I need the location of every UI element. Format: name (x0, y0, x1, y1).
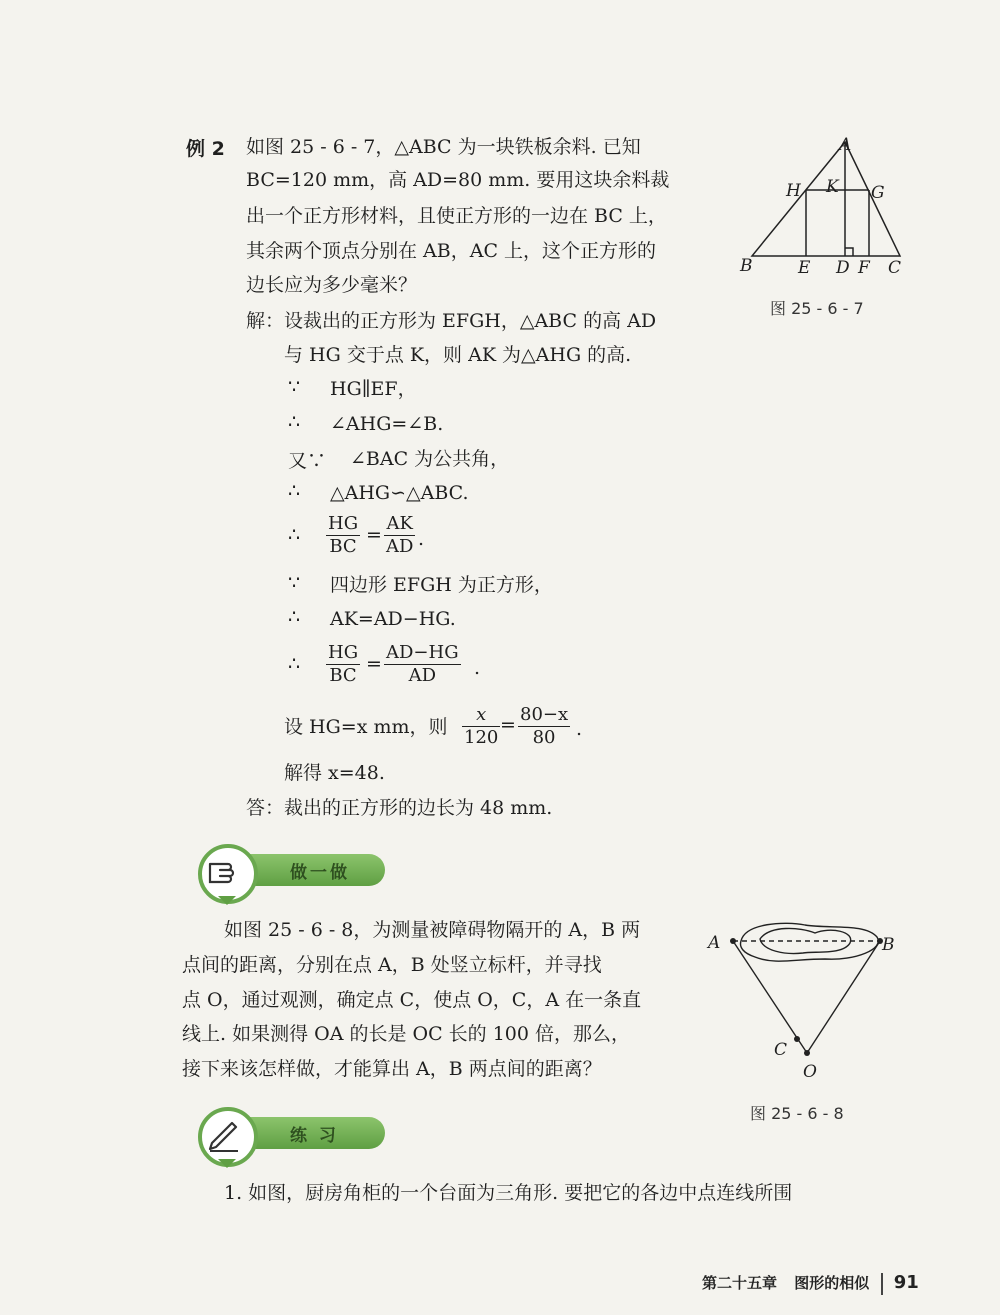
label-o-2: O (803, 1062, 817, 1082)
therefore-symbol: ∴ (288, 480, 301, 502)
footer-divider (881, 1273, 883, 1295)
example-line-5: 边长应为多少毫米？ (246, 274, 418, 296)
therefore-symbol: ∴ (288, 524, 301, 546)
fraction-numerator: HG (328, 513, 359, 534)
fraction-denominator: BC (329, 536, 357, 557)
label-e: E (798, 258, 811, 278)
fraction-numerator: HG (328, 642, 359, 663)
chapter-title: 图形的相似 (794, 1274, 870, 1292)
example-line-1: 如图 25 - 6 - 7，△ABC 为一块铁板余料. 已知 (246, 136, 641, 158)
fraction-denominator: AD (408, 665, 437, 686)
activity-header (180, 850, 385, 890)
step-2: ∠AHG=∠B. (330, 413, 444, 435)
step-1: HG∥EF， (330, 378, 417, 400)
step-4: △AHG∽△ABC. (330, 482, 469, 504)
hand-icon (198, 844, 258, 904)
fraction-numerator: AK (384, 513, 415, 536)
example-label: 例 2 (186, 138, 225, 160)
period: . (576, 718, 583, 740)
set-line-prefix: 设 HG=x mm，则 (284, 716, 448, 738)
exercise-tip (218, 1159, 236, 1168)
example-line-2: BC=120 mm，高 AD=80 mm. 要用这块余料裁 (246, 169, 670, 191)
exercise-title: 练 习 (290, 1126, 339, 1146)
label-b: B (740, 256, 753, 276)
equals-sign: = (366, 653, 382, 675)
fraction-ak-ad (384, 513, 415, 558)
solution-line-1: 解：设裁出的正方形为 EFGH，△ABC 的高 AD (246, 310, 657, 332)
therefore-symbol: ∴ (288, 606, 301, 628)
fraction-hg-bc-2 (326, 642, 360, 687)
step-6: AK=AD−HG. (330, 608, 456, 630)
label-d: D (836, 258, 850, 278)
fraction-denominator: AD (386, 536, 414, 557)
figure-caption-2: 图 25 - 6 - 8 (750, 1104, 844, 1123)
fraction-denominator: BC (329, 665, 357, 686)
because-symbol: ∵ (288, 376, 301, 398)
equals-sign: = (366, 524, 382, 546)
exercise-header (180, 1113, 385, 1153)
pencil-icon (198, 1107, 258, 1167)
therefore-symbol: ∴ (288, 411, 301, 433)
obstacle-figure (715, 915, 895, 1065)
example-line-4: 其余两个顶点分别在 AB，AC 上，这个正方形的 (246, 240, 657, 262)
activity-line-5: 接下来该怎样做，才能算出 A，B 两点间的距离？ (182, 1058, 602, 1080)
activity-line-4: 线上. 如果测得 OA 的长是 OC 长的 100 倍，那么， (182, 1023, 630, 1045)
fraction-numerator: 80−x (520, 704, 569, 725)
activity-line-3: 点 O，通过观测，确定点 C，使点 O，C，A 在一条直 (182, 989, 642, 1011)
because-symbol: ∵ (288, 572, 301, 594)
label-c: C (888, 258, 902, 278)
fraction-denominator: 120 (464, 727, 499, 748)
fraction-denominator: 80 (532, 727, 556, 748)
equals-sign: = (500, 714, 516, 736)
therefore-symbol: ∴ (288, 653, 301, 675)
chapter-label: 第二十五章 (702, 1274, 778, 1292)
result-line: 解得 x=48. (284, 762, 385, 784)
exercise-line-1: 1. 如图，厨房角柜的一个台面为三角形. 要把它的各边中点连线所围 (224, 1182, 793, 1204)
answer-line: 答：裁出的正方形的边长为 48 mm. (246, 797, 553, 819)
period: . (474, 657, 481, 679)
label-c-2: C (774, 1040, 788, 1060)
label-k: K (826, 177, 839, 197)
fraction-hg-bc (326, 513, 360, 558)
fraction-numerator: AD−HG (386, 642, 459, 663)
label-f: F (858, 258, 870, 278)
label-h: H (786, 181, 801, 201)
step-5: 四边形 EFGH 为正方形， (330, 574, 553, 596)
fraction-ad-hg-ad (384, 642, 461, 687)
page-footer (702, 1272, 919, 1295)
label-a-2: A (708, 933, 721, 953)
fraction-x-120 (462, 704, 500, 749)
activity-line-2: 点间的距离，分别在点 A，B 处竖立标杆，并寻找 (182, 954, 602, 976)
activity-line-1: 如图 25 - 6 - 8，为测量被障碍物隔开的 A，B 两 (224, 919, 641, 941)
label-a: A (839, 135, 852, 155)
also-because-symbol: 又∵ (288, 450, 327, 472)
activity-tip (218, 896, 236, 905)
period: . (418, 528, 425, 550)
figure-caption-1: 图 25 - 6 - 7 (770, 299, 864, 318)
page-number: 91 (893, 1272, 919, 1293)
step-3: ∠BAC 为公共角， (350, 448, 510, 470)
label-b-2: B (882, 935, 895, 955)
label-g: G (871, 183, 885, 203)
fraction-80-x-80 (518, 704, 570, 749)
activity-title: 做一做 (290, 863, 350, 883)
fraction-numerator: x (462, 704, 500, 727)
solution-line-2: 与 HG 交于点 K，则 AK 为△AHG 的高. (284, 344, 632, 366)
example-line-3: 出一个正方形材料，且使正方形的一边在 BC 上， (246, 205, 667, 227)
